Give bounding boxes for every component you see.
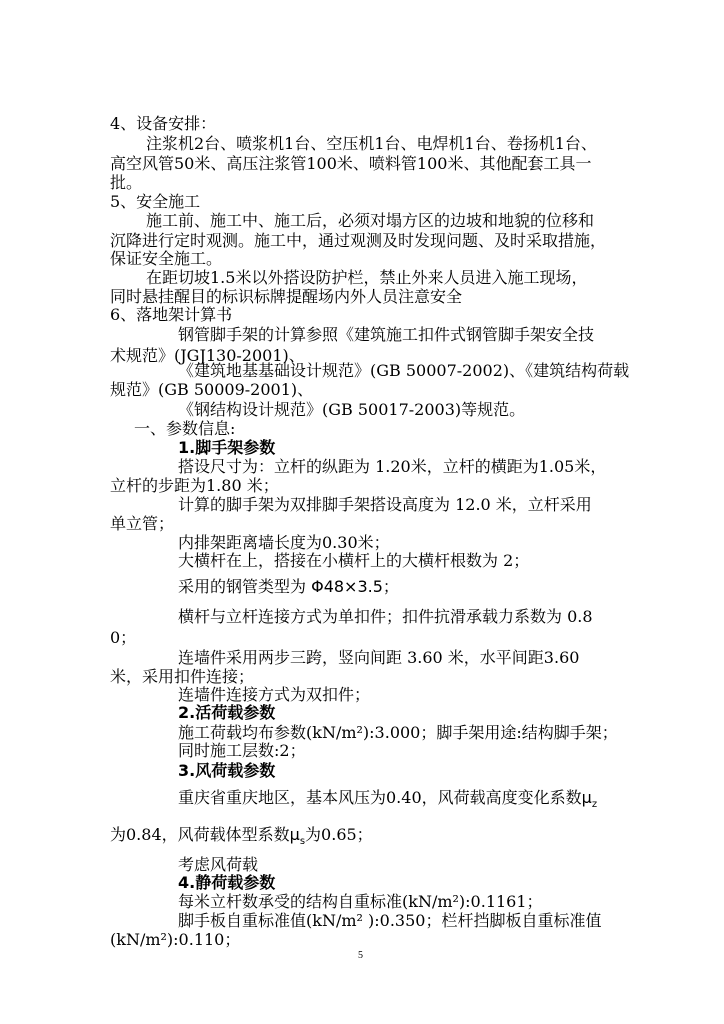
text-line: 横杆与立杆连接方式为单扣件；扣件抗滑承载力系数为 0.8 bbox=[178, 607, 593, 626]
heading-scaffold-params: 1.脚手架参数 bbox=[178, 438, 276, 457]
text-line bbox=[178, 788, 597, 815]
text-span: ； bbox=[382, 577, 399, 596]
text-line: 内排架距离墙长度为0.30米； bbox=[178, 533, 390, 552]
text-line: 同时悬挂醒目的标识标牌提醒场内外人员注意安全 bbox=[110, 287, 463, 306]
text-line: 每米立杆数承受的结构自重标准(kN/m²):0.1161； bbox=[178, 892, 543, 911]
text-line: 施工前、施工中、施工后，必须对塌方区的边坡和地貌的位移和 bbox=[146, 211, 595, 230]
section-4-title: 4、设备安排： bbox=[110, 114, 217, 133]
text-line: 高空风管50米、高压注浆管100米、喷料管100米、其他配套工具一 bbox=[110, 154, 592, 173]
text-line: 施工荷载均布参数(kN/m²):3.000；脚手架用途:结构脚手架； bbox=[178, 723, 618, 742]
text-line: 批。 bbox=[110, 173, 143, 192]
text-line: 在距切坡1.5米以外搭设防护栏，禁止外来人员进入施工现场， bbox=[146, 268, 588, 287]
text-line: 大横杆在上，搭接在小横杆上的大横杆根数为 2； bbox=[178, 551, 530, 570]
text-span: 采用的钢管类型为 bbox=[178, 577, 312, 596]
text-line: 《建筑地基基础设计规范》(GB 50007-2002)、《建筑结构荷载 bbox=[178, 361, 630, 380]
text-line bbox=[178, 577, 399, 597]
text-line: 脚手板自重标准值(kN/m² ):0.350；栏杆挡脚板自重标准值 bbox=[178, 911, 602, 930]
text-line: 沉降进行定时观测。施工中，通过观测及时发现问题、及时采取措施， bbox=[110, 231, 607, 250]
text-line: 规范》(GB 50009-2001)、 bbox=[110, 380, 314, 399]
heading-static-load: 4.静荷载参数 bbox=[178, 873, 276, 892]
text-line: 立杆的步距为1.80 米； bbox=[110, 476, 279, 495]
text-line: (kN/m²):0.110； bbox=[110, 930, 241, 949]
section-5-title: 5、安全施工 bbox=[110, 192, 201, 211]
text-line: 同时施工层数:2； bbox=[178, 741, 306, 760]
heading-wind-load: 3.风荷载参数 bbox=[178, 761, 276, 780]
text-line: 钢管脚手架的计算参照《建筑施工扣件式钢管脚手架安全技 bbox=[178, 325, 595, 344]
heading-live-load: 2.活荷载参数 bbox=[178, 703, 276, 722]
subscript: z bbox=[591, 799, 598, 811]
mu-symbol: μ bbox=[581, 788, 592, 807]
text-span: 为0.65； bbox=[305, 825, 373, 844]
text-line: 《钢结构设计规范》(GB 50017-2003)等规范。 bbox=[178, 400, 526, 419]
text-line: 术规范》(JGJ130-2001)、 bbox=[110, 346, 305, 365]
text-span: 重庆省重庆地区，基本风压为0.40，风荷载高度变化系数 bbox=[178, 788, 582, 807]
text-line: 注浆机2台、喷浆机1台、空压机1台、电焊机1台、卷扬机1台、 bbox=[146, 134, 597, 153]
page-number: 5 bbox=[358, 950, 363, 961]
text-span: 为0.84，风荷载体型系数 bbox=[110, 825, 290, 844]
params-title: 一、参数信息: bbox=[134, 419, 236, 438]
pipe-spec: Φ48×3.5 bbox=[311, 577, 383, 596]
section-6-title: 6、落地架计算书 bbox=[110, 305, 233, 324]
text-line: 考虑风荷载 bbox=[178, 855, 259, 874]
text-line: 米，采用扣件连接； bbox=[110, 667, 255, 686]
text-line: 连墙件采用两步三跨，竖向间距 3.60 米，水平间距3.60 bbox=[178, 648, 580, 667]
text-line: 保证安全施工。 bbox=[110, 249, 223, 268]
mu-symbol: μ bbox=[289, 825, 300, 844]
text-line: 0； bbox=[110, 628, 137, 647]
text-line bbox=[110, 825, 373, 852]
text-line: 计算的脚手架为双排脚手架搭设高度为 12.0 米，立杆采用 bbox=[178, 495, 592, 514]
text-line: 连墙件连接方式为双扣件； bbox=[178, 685, 371, 704]
text-line: 单立管； bbox=[110, 514, 175, 533]
text-line: 搭设尺寸为：立杆的纵距为 1.20米，立杆的横距为1.05米， bbox=[178, 457, 607, 476]
subscript: s bbox=[299, 836, 306, 848]
